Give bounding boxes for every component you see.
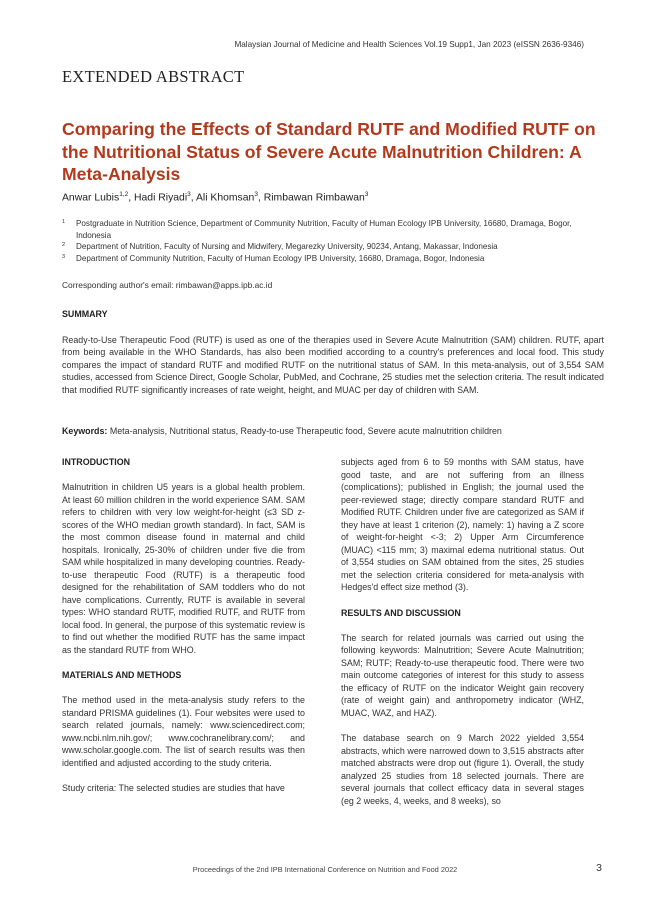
introduction-text: Malnutrition in children U5 years is a global health problem. At least 60 million children in the world experience SAM. SAM refers to children with very low weight-for-height (≤3 SD z-scores of the WHO median growth standard). In fact, SAM is the most common disease found in maternal and child hospitals. Ironically, 25-30% of children under five die from SAM while hospitalized in many developing countries. Ready-to-use therapeutic Food (RUTF) is a therapeutic food designed for the rehabilitation of SAM toddlers who do not have complications. Currently, RUTF is available in several types: WHO standard RUTF, modified RUTF, and RUTF from local food. In general, the purpose of this systematic review is to find out whether the modified RUTF has the same impact as the standard RUTF from WHO. bbox=[62, 482, 305, 655]
affiliation-number: 2 bbox=[62, 242, 66, 248]
keywords-label: Keywords: bbox=[62, 426, 108, 436]
section-label: EXTENDED ABSTRACT bbox=[62, 67, 245, 86]
keywords-line bbox=[62, 426, 622, 436]
affiliation-number: 1 bbox=[62, 219, 66, 225]
keywords-text: Meta-analysis, Nutritional status, Ready-to-use Therapeutic food, Severe acute malnutrition children bbox=[109, 426, 502, 436]
summary-heading: SUMMARY bbox=[62, 309, 108, 319]
affiliation-text: Department of Community Nutrition, Faculty of Human Ecology IPB University, 16680, Dramaga, Bogor, Indonesia bbox=[76, 253, 485, 263]
methods-continued-text: subjects aged from 6 to 59 months with SAM status, have good taste, and are not suffering from an illness (complications); published in English; the journal used the peer-reviewed stage; directly compare standard RUTF and Modified RUTF. Children under five are categorized as SAM if they have at least 1 criterion (2), namely: 1) having a Z score of weight-for-height <-3; 2) Upper Arm Circumference (MUAC) <115 mm; 3) maximal edema nutritional status. Out of 3,554 studies on SAM obtained from the sites, 25 studies met the selection criteria considered for meta-analysis with Hedges'd effect size method (3). bbox=[341, 457, 584, 592]
right-column bbox=[341, 456, 584, 820]
affiliation-number: 3 bbox=[62, 253, 66, 260]
affiliation-item bbox=[62, 218, 602, 241]
author-affiliation-mark: 1,2 bbox=[119, 191, 129, 198]
results-heading: RESULTS AND DISCUSSION bbox=[341, 607, 461, 618]
corresponding-author: Corresponding author's email: rimbawan@apps.ipb.ac.id bbox=[62, 280, 273, 290]
affiliation-text: Postgraduate in Nutrition Science, Department of Community Nutrition, Faculty of Human Ecology IPB University, 16680, Dramaga, Bogor, Indonesia bbox=[76, 219, 572, 240]
author-affiliation-mark: 3 bbox=[187, 191, 191, 198]
methods-heading: MATERIALS AND METHODS bbox=[62, 670, 182, 680]
author-name: Rimbawan Rimbawan bbox=[263, 192, 365, 204]
author-separator: , bbox=[190, 192, 196, 204]
affiliation-list bbox=[62, 218, 602, 264]
author-affiliation-mark: 3 bbox=[254, 191, 258, 198]
author-separator: , bbox=[128, 192, 135, 204]
affiliation-text: Department of Nutrition, Faculty of Nursing and Midwifery, Megarezky University, 90234, Antang, Makassar, Indonesia bbox=[76, 242, 498, 251]
author-name: Anwar Lubis bbox=[62, 192, 120, 204]
left-column bbox=[62, 456, 305, 808]
page-number: 3 bbox=[596, 862, 602, 874]
author-name: Ali Khomsan bbox=[195, 192, 255, 204]
summary-text: Ready-to-Use Therapeutic Food (RUTF) is used as one of the therapies used in Severe Acute Malnutrition (SAM) children. RUTF, apart from being available in the WHO Standards, has also been modified according to a country's preferences and local food. This study compares the impact of standard RUTF and modified RUTF on the nutritional status of SAM. In this meta-analysis, out of 3,554 SAM studies, accessed from Science Direct, Google Scholar, PubMed, and Cochrane, 25 studies met the selection criteria. The result indicated that modified RUTF significantly increases of rate weight, height, and MUAC per day of children with SAM. bbox=[62, 335, 604, 395]
methods-text: Study criteria: The selected studies are studies that have bbox=[62, 783, 285, 793]
author-list bbox=[62, 191, 368, 203]
results-text: The search for related journals was carried out using the following keywords: Malnutrition; Severe Acute Malnutrition; SAM; RUTF; Ready-to-use therapeutic food. There were two main outcome categories of interest for this study to assess the efficacy of RUTF on the indicator Weight gain recovery (rate of weight gain) and anthropometry indicator (WHZ, MUAC, WAZ, and HAZ). bbox=[341, 632, 584, 718]
affiliation-item bbox=[62, 241, 602, 253]
affiliation-item bbox=[62, 253, 602, 265]
methods-text: The method used in the meta-analysis study refers to the standard PRISMA guidelines (1). Four websites were used to search related journals, namely: www.sciencedirect.com; www.ncbi.nlm.nih.gov/; www.cochranelibrary.com/; and www.scholar.google.com. The list of search results was then identified and adjusted according to the study criteria. bbox=[62, 695, 305, 768]
journal-header: Malaysian Journal of Medicine and Health Sciences Vol.19 Supp1, Jan 2023 (eISSN 2636-9346) bbox=[234, 40, 584, 49]
results-text: The database search on 9 March 2022 yielded 3,554 abstracts, which were narrowed down to 3,515 abstracts after matched abstracts were drop out (figure 1). Overall, the study analyzed 25 studies from 18 selected journals. There are several journals that collect efficacy data in several stages (eg 2 weeks, 4, weeks, and 8 weeks), so bbox=[341, 733, 584, 806]
author-affiliation-mark: 3 bbox=[364, 191, 369, 198]
page-footer: Proceedings of the 2nd IPB International Conference on Nutrition and Food 2022 bbox=[192, 865, 458, 874]
article-title: Comparing the Effects of Standard RUTF and Modified RUTF on the Nutritional Status of Severe Acute Malnutrition Children: A Meta-Analysis bbox=[62, 119, 596, 184]
author-name: Hadi Riyadi bbox=[134, 192, 188, 204]
introduction-heading: INTRODUCTION bbox=[62, 457, 131, 467]
author-separator: , bbox=[257, 192, 264, 204]
